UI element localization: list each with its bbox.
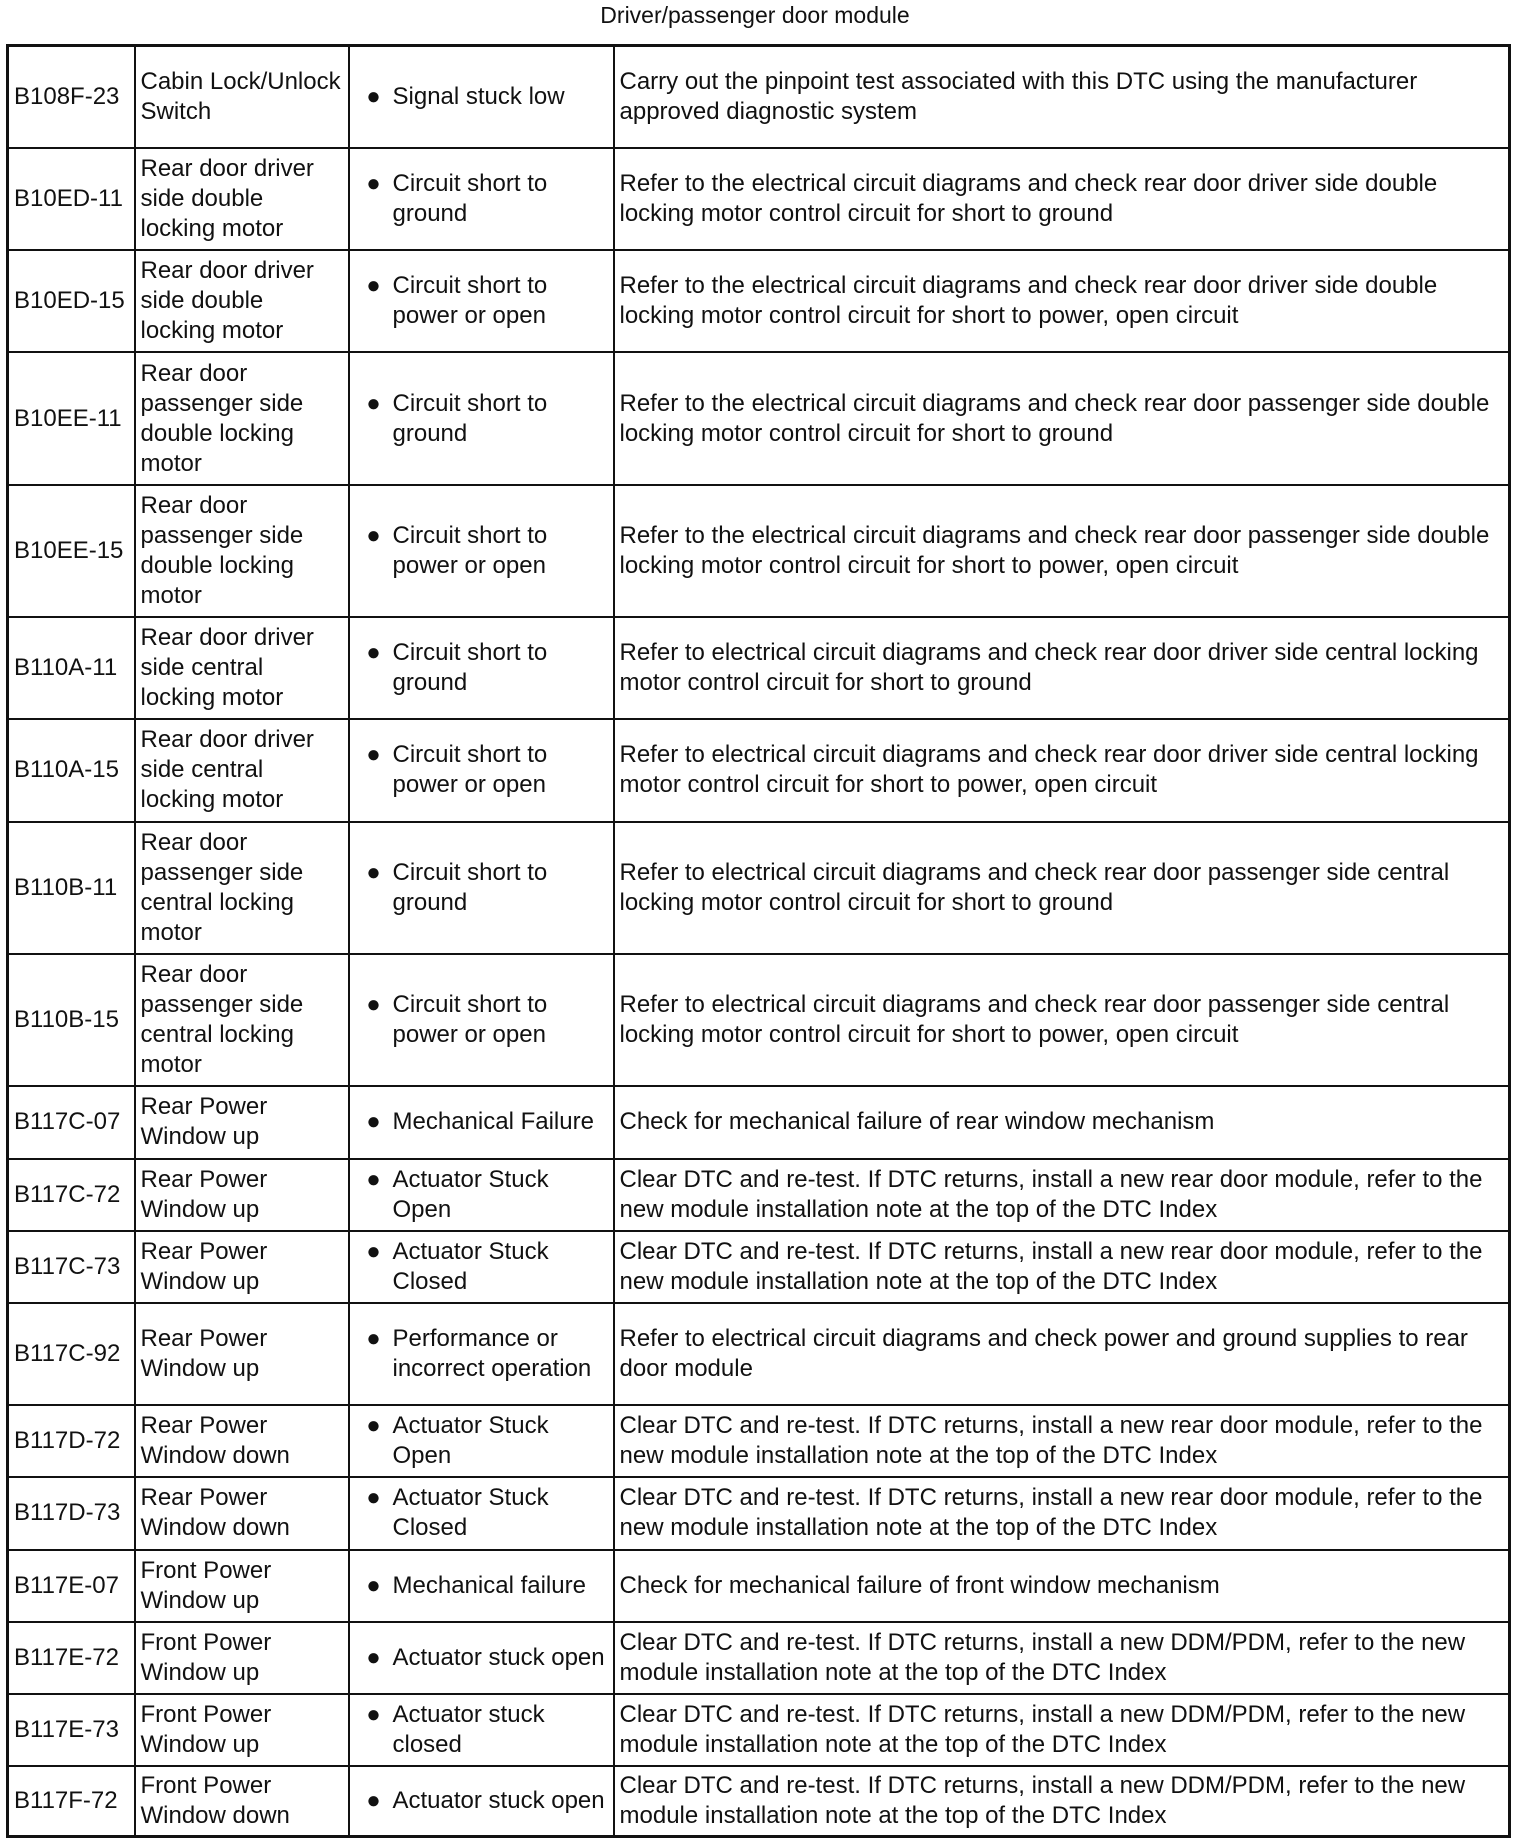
bullet-icon: ● xyxy=(366,1325,381,1353)
dtc-table-body xyxy=(8,46,1510,1837)
condition-cell xyxy=(349,719,614,821)
dtc-code-cell: B10ED-15 xyxy=(8,250,135,352)
component-cell: Rear Power Window up xyxy=(135,1231,349,1303)
component-cell: Cabin Lock/Unlock Switch xyxy=(135,46,349,148)
condition-text: Actuator Stuck Open xyxy=(392,1165,549,1223)
condition-cell xyxy=(349,1231,614,1303)
action-cell: Clear DTC and re-test. If DTC returns, install a new DDM/PDM, refer to the new module installation note at the top of the DTC Index xyxy=(614,1622,1510,1694)
bullet-icon: ● xyxy=(366,1108,381,1136)
bullet-icon: ● xyxy=(366,82,381,110)
component-cell: Rear door passenger side central locking motor xyxy=(135,822,349,954)
action-cell: Refer to electrical circuit diagrams and check rear door driver side central locking motor control circuit for short to ground xyxy=(614,617,1510,719)
bullet-icon: ● xyxy=(366,1165,381,1193)
bullet-icon: ● xyxy=(366,1701,381,1729)
table-row xyxy=(8,1694,1510,1766)
condition-cell xyxy=(349,250,614,352)
component-cell: Rear Power Window down xyxy=(135,1477,349,1549)
dtc-code-cell: B110A-11 xyxy=(8,617,135,719)
action-cell: Refer to the electrical circuit diagrams and check rear door passenger side double locking motor control circuit for short to ground xyxy=(614,352,1510,484)
action-cell: Refer to electrical circuit diagrams and check rear door passenger side central locking motor control circuit for short to power, open circuit xyxy=(614,954,1510,1086)
dtc-code-cell: B117E-73 xyxy=(8,1694,135,1766)
condition-text: Mechanical Failure xyxy=(392,1108,594,1136)
action-cell: Clear DTC and re-test. If DTC returns, install a new rear door module, refer to the new module installation note at the top of the DTC Index xyxy=(614,1477,1510,1549)
dtc-code-cell: B117F-72 xyxy=(8,1766,135,1836)
bullet-icon: ● xyxy=(366,1787,381,1815)
dtc-code-cell: B10EE-15 xyxy=(8,485,135,617)
dtc-code-cell: B117E-07 xyxy=(8,1550,135,1622)
condition-text: Actuator stuck open xyxy=(392,1643,605,1671)
condition-text: Actuator stuck closed xyxy=(392,1701,545,1759)
condition-text: Circuit short to power or open xyxy=(392,991,548,1049)
condition-text: Circuit short to ground xyxy=(392,639,548,697)
table-row xyxy=(8,1159,1510,1231)
condition-cell xyxy=(349,148,614,250)
action-cell: Refer to the electrical circuit diagrams and check rear door driver side double locking motor control circuit for short to ground xyxy=(614,148,1510,250)
condition-cell xyxy=(349,1694,614,1766)
component-cell: Rear door driver side double locking motor xyxy=(135,250,349,352)
dtc-code-cell: B117E-72 xyxy=(8,1622,135,1694)
action-cell: Check for mechanical failure of rear window mechanism xyxy=(614,1086,1510,1158)
condition-text: Circuit short to power or open xyxy=(392,521,548,579)
dtc-code-cell: B117C-72 xyxy=(8,1159,135,1231)
component-cell: Front Power Window up xyxy=(135,1622,349,1694)
bullet-icon: ● xyxy=(366,991,381,1019)
table-row xyxy=(8,46,1510,148)
table-row xyxy=(8,1303,1510,1405)
table-row xyxy=(8,1231,1510,1303)
action-cell: Clear DTC and re-test. If DTC returns, install a new rear door module, refer to the new module installation note at the top of the DTC Index xyxy=(614,1159,1510,1231)
condition-text: Actuator Stuck Open xyxy=(392,1412,549,1470)
table-row xyxy=(8,1550,1510,1622)
bullet-icon: ● xyxy=(366,1412,381,1440)
component-cell: Front Power Window up xyxy=(135,1694,349,1766)
table-row xyxy=(8,485,1510,617)
action-cell: Refer to electrical circuit diagrams and check power and ground supplies to rear door module xyxy=(614,1303,1510,1405)
condition-cell xyxy=(349,352,614,484)
condition-cell xyxy=(349,1405,614,1477)
table-row xyxy=(8,148,1510,250)
table-row xyxy=(8,1766,1510,1836)
dtc-code-cell: B117D-73 xyxy=(8,1477,135,1549)
action-cell: Clear DTC and re-test. If DTC returns, install a new rear door module, refer to the new module installation note at the top of the DTC Index xyxy=(614,1405,1510,1477)
table-row xyxy=(8,822,1510,954)
condition-text: Actuator Stuck Closed xyxy=(392,1484,549,1542)
condition-text: Circuit short to power or open xyxy=(392,272,548,330)
bullet-icon: ● xyxy=(366,1484,381,1512)
condition-cell xyxy=(349,822,614,954)
condition-text: Performance or incorrect operation xyxy=(392,1325,592,1383)
component-cell: Rear door passenger side central locking motor xyxy=(135,954,349,1086)
dtc-code-cell: B110B-11 xyxy=(8,822,135,954)
table-row xyxy=(8,250,1510,352)
condition-cell xyxy=(349,485,614,617)
action-cell: Check for mechanical failure of front window mechanism xyxy=(614,1550,1510,1622)
component-cell: Rear door passenger side double locking motor xyxy=(135,352,349,484)
component-cell: Rear Power Window up xyxy=(135,1159,349,1231)
dtc-code-cell: B117C-73 xyxy=(8,1231,135,1303)
component-cell: Rear Power Window down xyxy=(135,1405,349,1477)
dtc-code-cell: B108F-23 xyxy=(8,46,135,148)
dtc-code-cell: B117C-07 xyxy=(8,1086,135,1158)
condition-text: Circuit short to ground xyxy=(392,389,548,447)
condition-cell xyxy=(349,1159,614,1231)
action-cell: Clear DTC and re-test. If DTC returns, install a new rear door module, refer to the new module installation note at the top of the DTC Index xyxy=(614,1231,1510,1303)
component-cell: Rear door driver side central locking motor xyxy=(135,719,349,821)
bullet-icon: ● xyxy=(366,639,381,667)
table-row xyxy=(8,617,1510,719)
action-cell: Refer to the electrical circuit diagrams and check rear door driver side double locking motor control circuit for short to power, open circuit xyxy=(614,250,1510,352)
component-cell: Front Power Window down xyxy=(135,1766,349,1836)
condition-text: Circuit short to power or open xyxy=(392,741,548,799)
dtc-code-cell: B110A-15 xyxy=(8,719,135,821)
condition-text: Circuit short to ground xyxy=(392,169,548,227)
dtc-code-cell: B117C-92 xyxy=(8,1303,135,1405)
condition-text: Actuator stuck open xyxy=(392,1787,605,1815)
action-cell: Refer to electrical circuit diagrams and check rear door passenger side central locking motor control circuit for short to ground xyxy=(614,822,1510,954)
condition-text: Signal stuck low xyxy=(392,82,565,110)
condition-text: Mechanical failure xyxy=(392,1571,586,1599)
bullet-icon: ● xyxy=(366,858,381,886)
condition-cell xyxy=(349,1622,614,1694)
condition-cell xyxy=(349,954,614,1086)
bullet-icon: ● xyxy=(366,741,381,769)
table-row xyxy=(8,1405,1510,1477)
bullet-icon: ● xyxy=(366,272,381,300)
condition-cell xyxy=(349,1086,614,1158)
dtc-code-cell: B110B-15 xyxy=(8,954,135,1086)
dtc-table xyxy=(6,44,1511,1838)
component-cell: Rear door driver side central locking motor xyxy=(135,617,349,719)
condition-cell xyxy=(349,1477,614,1549)
component-cell: Rear door driver side double locking motor xyxy=(135,148,349,250)
bullet-icon: ● xyxy=(366,521,381,549)
page-title: Driver/passenger door module xyxy=(600,2,910,28)
condition-text: Circuit short to ground xyxy=(392,858,548,916)
condition-text: Actuator Stuck Closed xyxy=(392,1237,549,1295)
table-row xyxy=(8,719,1510,821)
component-cell: Front Power Window up xyxy=(135,1550,349,1622)
dtc-code-cell: B10ED-11 xyxy=(8,148,135,250)
table-row xyxy=(8,352,1510,484)
condition-cell xyxy=(349,1303,614,1405)
action-cell: Carry out the pinpoint test associated with this DTC using the manufacturer approved diagnostic system xyxy=(614,46,1510,148)
table-row xyxy=(8,1086,1510,1158)
condition-cell xyxy=(349,1550,614,1622)
action-cell: Clear DTC and re-test. If DTC returns, install a new DDM/PDM, refer to the new module installation note at the top of the DTC Index xyxy=(614,1766,1510,1836)
bullet-icon: ● xyxy=(366,389,381,417)
component-cell: Rear Power Window up xyxy=(135,1086,349,1158)
bullet-icon: ● xyxy=(366,1571,381,1599)
action-cell: Clear DTC and re-test. If DTC returns, install a new DDM/PDM, refer to the new module installation note at the top of the DTC Index xyxy=(614,1694,1510,1766)
bullet-icon: ● xyxy=(366,1643,381,1671)
bullet-icon: ● xyxy=(366,169,381,197)
condition-cell xyxy=(349,1766,614,1836)
bullet-icon: ● xyxy=(366,1237,381,1265)
condition-cell xyxy=(349,46,614,148)
table-row xyxy=(8,954,1510,1086)
table-row xyxy=(8,1622,1510,1694)
condition-cell xyxy=(349,617,614,719)
dtc-code-cell: B10EE-11 xyxy=(8,352,135,484)
action-cell: Refer to electrical circuit diagrams and check rear door driver side central locking motor control circuit for short to power, open circuit xyxy=(614,719,1510,821)
dtc-code-cell: B117D-72 xyxy=(8,1405,135,1477)
component-cell: Rear door passenger side double locking motor xyxy=(135,485,349,617)
table-row xyxy=(8,1477,1510,1549)
component-cell: Rear Power Window up xyxy=(135,1303,349,1405)
action-cell: Refer to the electrical circuit diagrams and check rear door passenger side double locking motor control circuit for short to power, open circuit xyxy=(614,485,1510,617)
